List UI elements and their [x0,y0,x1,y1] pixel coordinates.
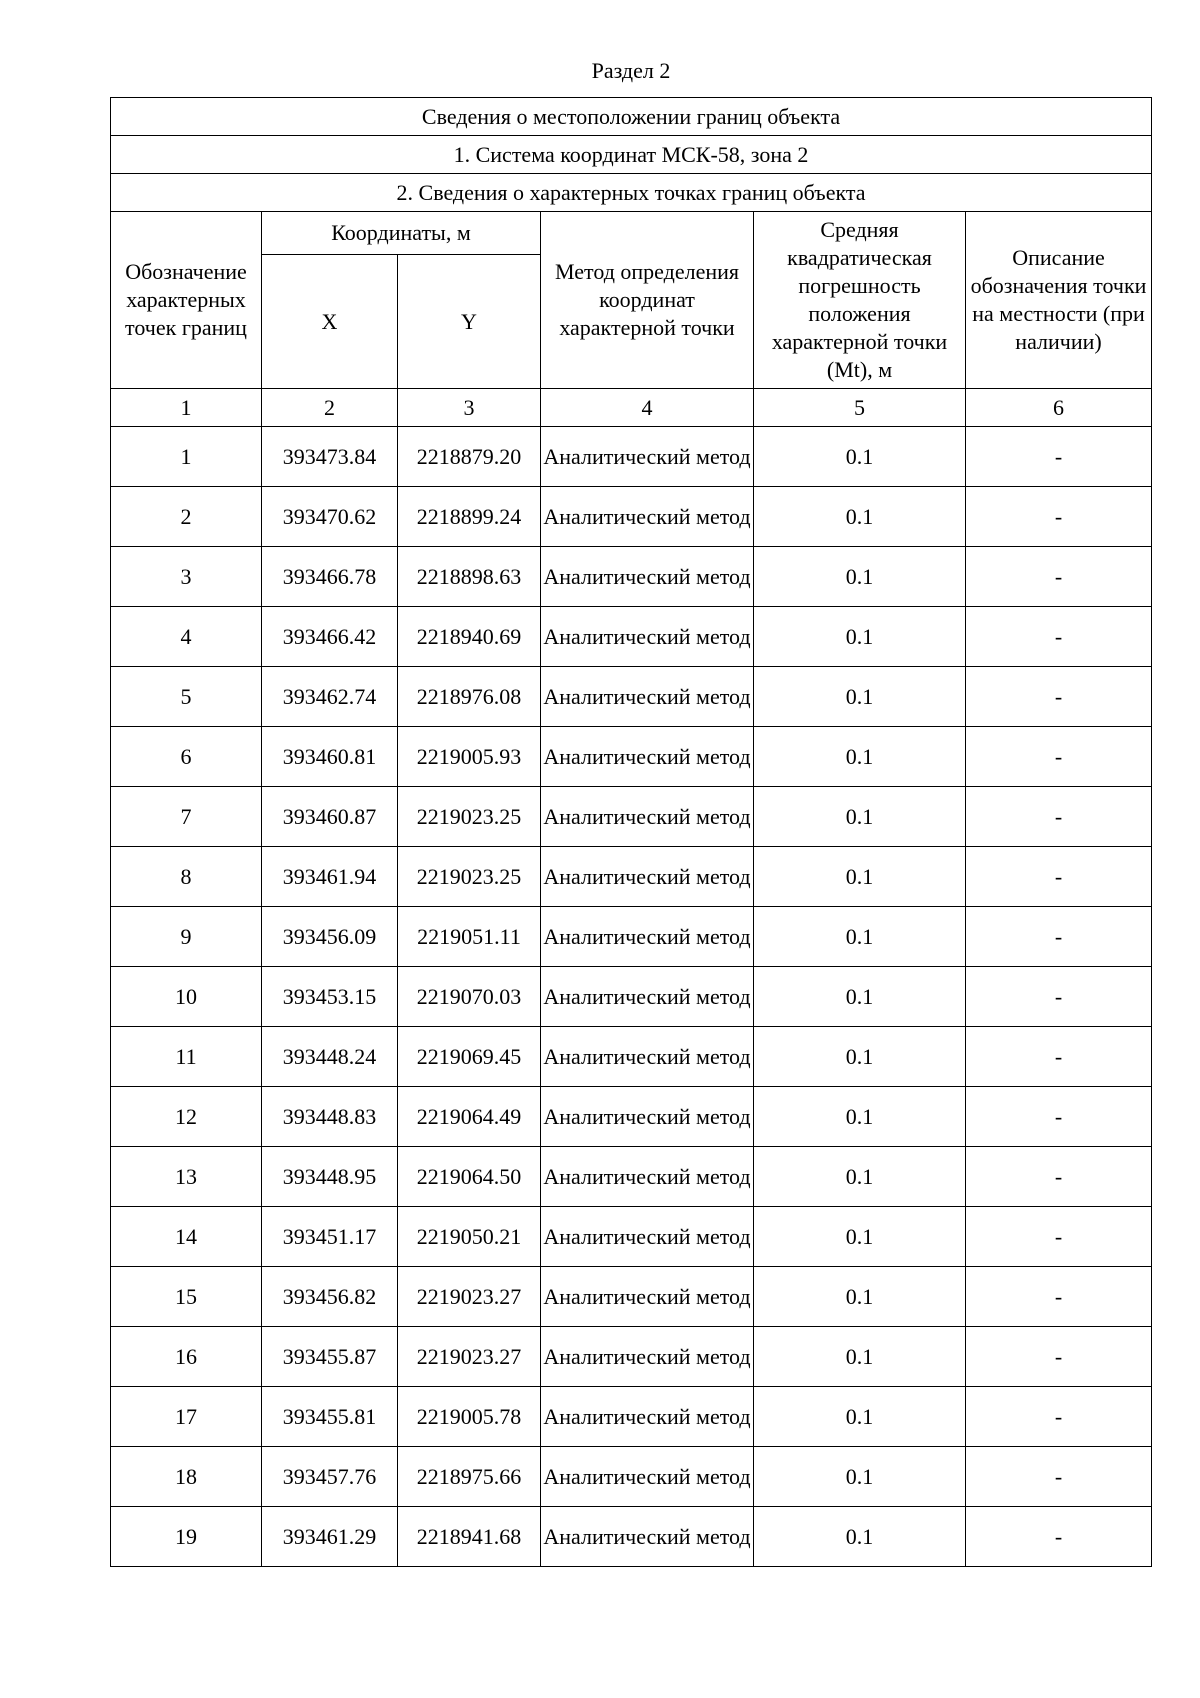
header-mean-error [754,212,966,389]
coord-y-cell: 2218975.66 [398,1447,541,1507]
table-title: Сведения о местоположении границ объекта [111,98,1152,136]
mean-error-cell: 0.1 [754,907,966,967]
method-cell: Аналитический метод [541,787,754,847]
table-row [111,427,1152,487]
table-row [111,1207,1152,1267]
point-id-cell: 12 [111,1087,262,1147]
point-id-cell: 7 [111,787,262,847]
column-number: 5 [754,389,966,427]
coord-y-cell: 2219051.11 [398,907,541,967]
description-cell: - [966,1267,1152,1327]
mean-error-cell: 0.1 [754,667,966,727]
coord-y-cell: 2218898.63 [398,547,541,607]
mean-error-cell: 0.1 [754,1387,966,1447]
mean-error-cell: 0.1 [754,1327,966,1387]
coord-y-cell: 2219023.27 [398,1267,541,1327]
description-cell: - [966,967,1152,1027]
description-cell: - [966,1147,1152,1207]
mean-error-cell: 0.1 [754,967,966,1027]
coord-x-cell: 393460.81 [262,727,398,787]
table-row [111,1327,1152,1387]
point-id-cell: 5 [111,667,262,727]
method-cell: Аналитический метод [541,1507,754,1567]
method-cell: Аналитический метод [541,1327,754,1387]
column-number: 3 [398,389,541,427]
point-id-cell: 16 [111,1327,262,1387]
coord-y-cell: 2219050.21 [398,1207,541,1267]
header-mean-error-text: Средняя квадратическая погрешность положения характерной точки [771,217,948,354]
mean-error-cell: 0.1 [754,787,966,847]
mean-error-cell: 0.1 [754,1507,966,1567]
mean-error-cell: 0.1 [754,1447,966,1507]
coord-x-cell: 393460.87 [262,787,398,847]
point-id-cell: 4 [111,607,262,667]
method-cell: Аналитический метод [541,1267,754,1327]
table-row [111,1087,1152,1147]
mean-error-cell: 0.1 [754,1087,966,1147]
method-cell: Аналитический метод [541,667,754,727]
boundary-points-table [110,97,1152,1567]
point-id-cell: 8 [111,847,262,907]
table-row [111,1027,1152,1087]
description-cell: - [966,907,1152,967]
coord-x-cell: 393461.94 [262,847,398,907]
coord-y-cell: 2219005.78 [398,1387,541,1447]
description-cell: - [966,487,1152,547]
column-number: 1 [111,389,262,427]
method-cell: Аналитический метод [541,427,754,487]
coord-y-cell: 2218941.68 [398,1507,541,1567]
mean-error-cell: 0.1 [754,1147,966,1207]
coord-x-cell: 393448.24 [262,1027,398,1087]
description-cell: - [966,1327,1152,1387]
method-cell: Аналитический метод [541,487,754,547]
description-cell: - [966,547,1152,607]
table-row [111,607,1152,667]
mean-error-cell: 0.1 [754,1027,966,1087]
mean-error-cell: 0.1 [754,427,966,487]
description-cell: - [966,1447,1152,1507]
coord-y-cell: 2219070.03 [398,967,541,1027]
table-row [111,1147,1152,1207]
table-row [111,967,1152,1027]
point-id-cell: 6 [111,727,262,787]
column-number: 6 [966,389,1152,427]
point-id-cell: 10 [111,967,262,1027]
point-id-cell: 15 [111,1267,262,1327]
table-row [111,1447,1152,1507]
method-cell: Аналитический метод [541,607,754,667]
table-row [111,907,1152,967]
method-cell: Аналитический метод [541,547,754,607]
method-cell: Аналитический метод [541,1207,754,1267]
point-id-cell: 11 [111,1027,262,1087]
header-x: X [262,255,398,389]
coord-x-cell: 393448.83 [262,1087,398,1147]
mean-error-cell: 0.1 [754,727,966,787]
coord-y-cell: 2219005.93 [398,727,541,787]
description-cell: - [966,607,1152,667]
description-cell: - [966,1207,1152,1267]
point-id-cell: 2 [111,487,262,547]
coord-y-cell: 2218879.20 [398,427,541,487]
method-cell: Аналитический метод [541,847,754,907]
point-id-cell: 9 [111,907,262,967]
coordinate-system: 1. Система координат МСК-58, зона 2 [111,136,1152,174]
method-cell: Аналитический метод [541,1447,754,1507]
method-cell: Аналитический метод [541,1087,754,1147]
mean-error-cell: 0.1 [754,847,966,907]
method-cell: Аналитический метод [541,1027,754,1087]
coord-x-cell: 393466.42 [262,607,398,667]
coord-x-cell: 393473.84 [262,427,398,487]
header-designation: Обозначение характерных точек границ [111,212,262,389]
description-cell: - [966,847,1152,907]
coord-x-cell: 393456.09 [262,907,398,967]
method-cell: Аналитический метод [541,967,754,1027]
description-cell: - [966,1087,1152,1147]
description-cell: - [966,667,1152,727]
header-method: Метод определения координат характерной точки [541,212,754,389]
coord-x-cell: 393461.29 [262,1507,398,1567]
method-cell: Аналитический метод [541,1387,754,1447]
point-id-cell: 3 [111,547,262,607]
coord-x-cell: 393451.17 [262,1207,398,1267]
table-row [111,1387,1152,1447]
description-cell: - [966,787,1152,847]
point-id-cell: 18 [111,1447,262,1507]
point-id-cell: 13 [111,1147,262,1207]
point-id-cell: 1 [111,427,262,487]
coord-y-cell: 2219064.50 [398,1147,541,1207]
method-cell: Аналитический метод [541,907,754,967]
coord-y-cell: 2219023.27 [398,1327,541,1387]
coord-y-cell: 2218940.69 [398,607,541,667]
column-number: 2 [262,389,398,427]
description-cell: - [966,1507,1152,1567]
mean-error-cell: 0.1 [754,607,966,667]
points-heading: 2. Сведения о характерных точках границ объекта [111,174,1152,212]
table-row [111,547,1152,607]
table-row [111,487,1152,547]
point-id-cell: 17 [111,1387,262,1447]
coord-x-cell: 393448.95 [262,1147,398,1207]
header-description: Описание обозначения точки на местности (при наличии) [966,212,1152,389]
mean-error-cell: 0.1 [754,547,966,607]
description-cell: - [966,1387,1152,1447]
coord-y-cell: 2219064.49 [398,1087,541,1147]
table-row [111,667,1152,727]
table-row [111,787,1152,847]
coord-x-cell: 393455.81 [262,1387,398,1447]
coord-y-cell: 2219069.45 [398,1027,541,1087]
description-cell: - [966,727,1152,787]
mean-error-cell: 0.1 [754,1207,966,1267]
coord-x-cell: 393453.15 [262,967,398,1027]
coord-y-cell: 2219023.25 [398,847,541,907]
method-cell: Аналитический метод [541,727,754,787]
point-id-cell: 19 [111,1507,262,1567]
section-title: Раздел 2 [591,58,671,83]
method-cell: Аналитический метод [541,1147,754,1207]
coord-x-cell: 393470.62 [262,487,398,547]
coord-x-cell: 393462.74 [262,667,398,727]
description-cell: - [966,427,1152,487]
coord-y-cell: 2218899.24 [398,487,541,547]
table-row [111,727,1152,787]
table-row [111,1267,1152,1327]
coord-y-cell: 2218976.08 [398,667,541,727]
coord-x-cell: 393455.87 [262,1327,398,1387]
coord-x-cell: 393456.82 [262,1267,398,1327]
mean-error-cell: 0.1 [754,1267,966,1327]
point-id-cell: 14 [111,1207,262,1267]
table-row [111,1507,1152,1567]
description-cell: - [966,1027,1152,1087]
header-coordinates: Координаты, м [262,212,541,255]
header-mean-error-unit: (Mt), м [826,357,893,382]
coord-x-cell: 393457.76 [262,1447,398,1507]
column-number: 4 [541,389,754,427]
mean-error-cell: 0.1 [754,487,966,547]
header-y: Y [398,255,541,389]
column-numbers-row [111,389,1152,427]
table-row [111,847,1152,907]
coord-y-cell: 2219023.25 [398,787,541,847]
coord-x-cell: 393466.78 [262,547,398,607]
